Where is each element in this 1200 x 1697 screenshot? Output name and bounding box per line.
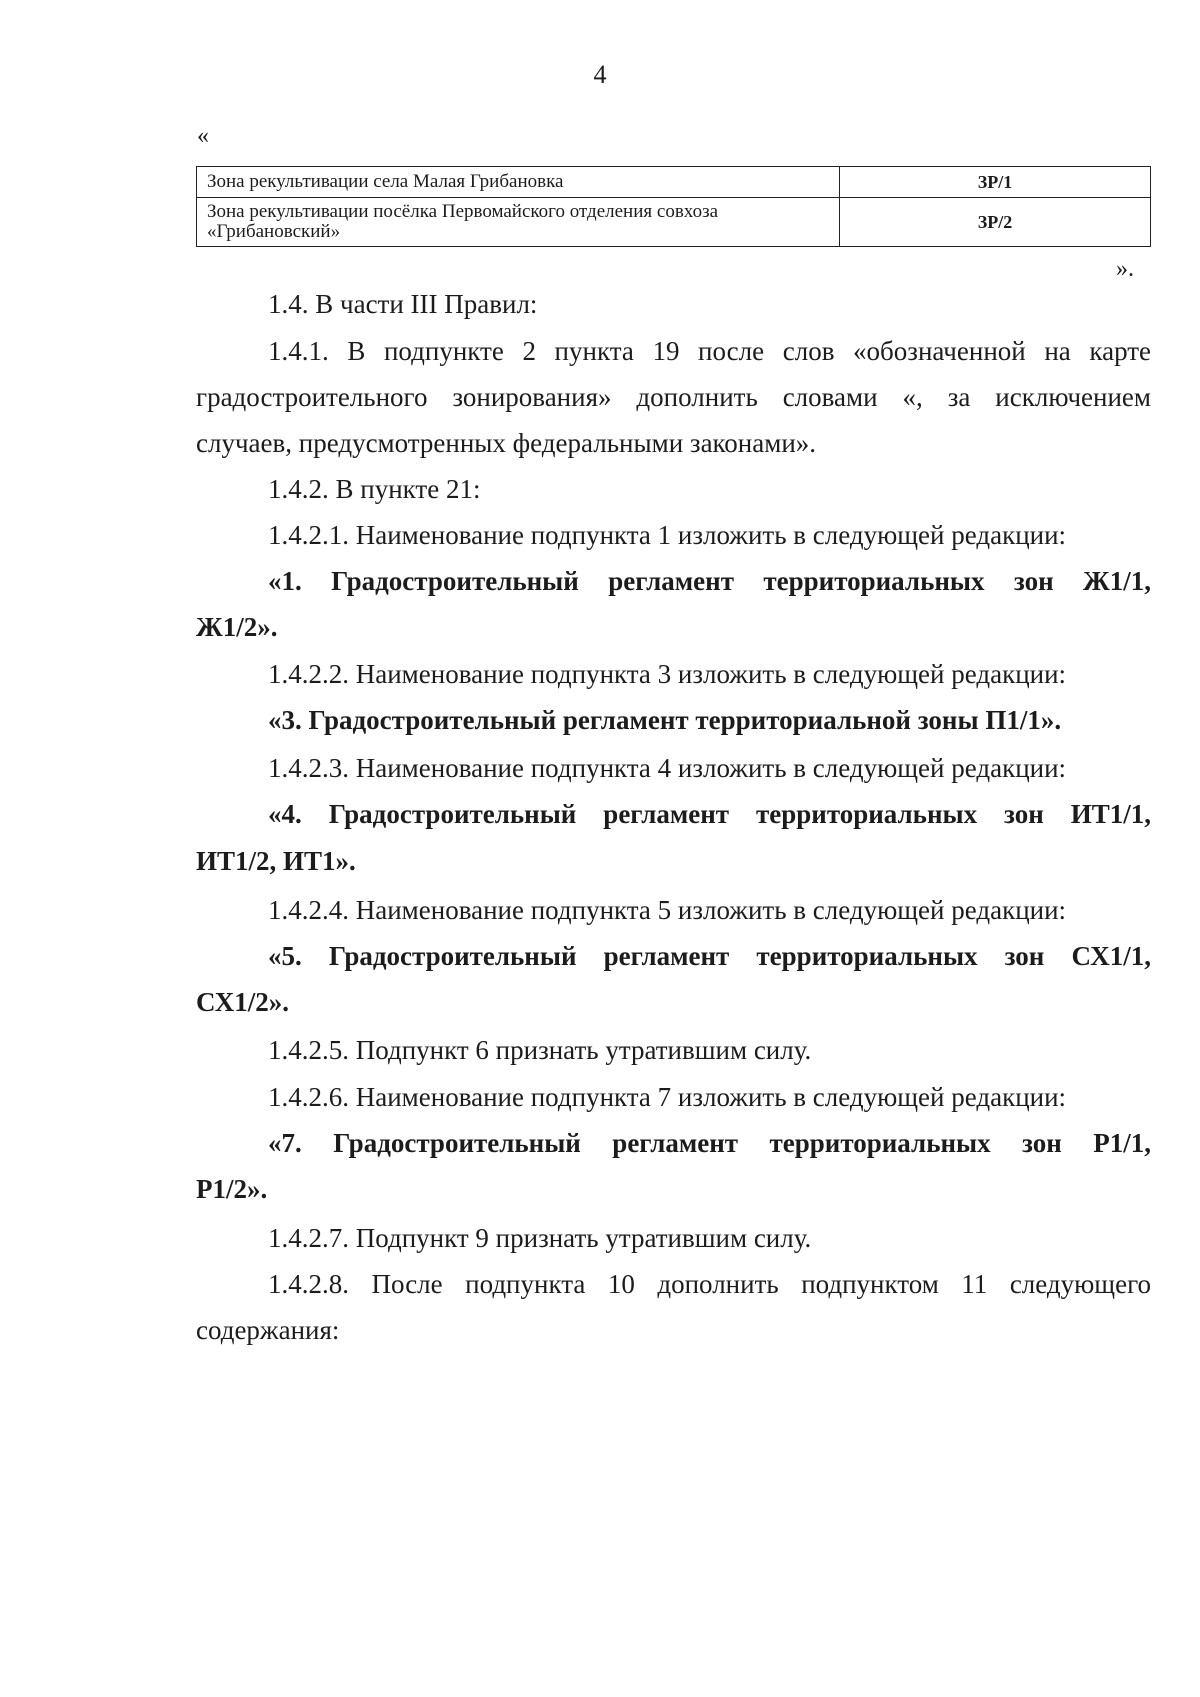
paragraph-1-4: 1.4. В части III Правил: <box>268 289 538 319</box>
zone-code-cell: ЗР/2 <box>840 198 1151 247</box>
paragraph-1-4-2-8: 1.4.2.8. После подпункта 10 дополнить подпунктом 11 следующего <box>268 1269 1151 1299</box>
heading-subitem-7: «7. Градостроительный регламент территориальных зон Р1/1, <box>268 1128 1151 1158</box>
table-row <box>197 198 1151 247</box>
paragraph-1-4-2-4: 1.4.2.4. Наименование подпункта 5 изложить в следующей редакции: <box>268 895 1067 925</box>
heading-subitem-3: «3. Градостроительный регламент территориальной зоны П1/1». <box>268 705 1062 735</box>
zone-name-cell: Зона рекультивации села Малая Грибановка <box>197 167 840 198</box>
paragraph-1-4-1-cont: градостроительного зонирования» дополнить словами «, за исключением <box>196 382 1151 412</box>
zone-name-cell: Зона рекультивации посёлка Первомайского отделения совхоза «Грибановский» <box>197 198 840 247</box>
table-open-quote: « <box>197 123 209 149</box>
heading-subitem-7-end: Р1/2». <box>196 1174 268 1204</box>
heading-subitem-1: «1. Градостроительный регламент территориальных зон Ж1/1, <box>268 566 1151 596</box>
paragraph-1-4-2: 1.4.2. В пункте 21: <box>268 474 481 504</box>
heading-subitem-1-end: Ж1/2». <box>196 612 278 642</box>
paragraph-1-4-2-2: 1.4.2.2. Наименование подпункта 3 изложить в следующей редакции: <box>268 659 1067 689</box>
zone-code-cell: ЗР/1 <box>840 167 1151 198</box>
paragraph-1-4-1-end: случаев, предусмотренных федеральными законами». <box>196 428 817 458</box>
paragraph-1-4-2-8-end: содержания: <box>196 1315 340 1345</box>
paragraph-1-4-2-7: 1.4.2.7. Подпункт 9 признать утратившим силу. <box>268 1223 812 1253</box>
zones-table <box>196 166 1151 247</box>
paragraph-1-4-2-6: 1.4.2.6. Наименование подпункта 7 изложить в следующей редакции: <box>268 1082 1067 1112</box>
table-close-quote: ». <box>1116 256 1134 282</box>
paragraph-1-4-2-1: 1.4.2.1. Наименование подпункта 1 изложить в следующей редакции: <box>268 520 1067 550</box>
table-row <box>197 167 1151 198</box>
heading-subitem-4-end: ИТ1/2, ИТ1». <box>196 846 356 876</box>
heading-subitem-4: «4. Градостроительный регламент территориальных зон ИТ1/1, <box>268 799 1151 829</box>
heading-subitem-5: «5. Градостроительный регламент территориальных зон СХ1/1, <box>268 941 1151 971</box>
paragraph-1-4-1: 1.4.1. В подпункте 2 пункта 19 после слов «обозначенной на карте <box>268 336 1151 366</box>
page-number: 4 <box>593 60 607 89</box>
paragraph-1-4-2-5: 1.4.2.5. Подпункт 6 признать утратившим силу. <box>268 1035 812 1065</box>
heading-subitem-5-end: СХ1/2». <box>196 987 290 1017</box>
paragraph-1-4-2-3: 1.4.2.3. Наименование подпункта 4 изложить в следующей редакции: <box>268 753 1067 783</box>
